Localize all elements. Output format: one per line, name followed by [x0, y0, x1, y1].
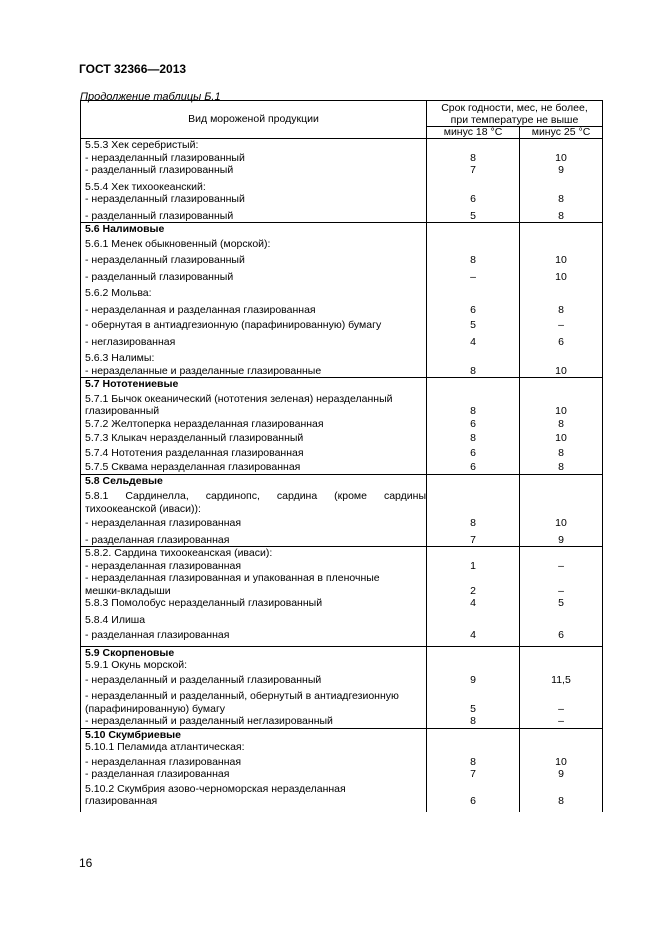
product-cell: мешки-вкладыши: [85, 584, 171, 597]
minus-25-value: 8: [558, 446, 564, 459]
table-row: [81, 432, 603, 447]
table-row: [81, 517, 603, 534]
minus-25-value: 8: [558, 795, 564, 807]
product-cell: - неразделанный и разделанный неглазированный: [85, 715, 333, 727]
minus-18-value: 7: [470, 533, 476, 546]
page-number: 16: [79, 856, 93, 870]
header-shelf-life-line2: при температуре не выше: [450, 114, 579, 126]
product-cell: 5.8.2. Сардина тихоокеанская (иваси):: [85, 547, 273, 559]
table-row: [81, 572, 603, 585]
table-row: [81, 728, 603, 741]
table-row: [81, 287, 603, 304]
minus-25-value: 10: [555, 517, 567, 529]
minus-18-value: 7: [470, 164, 476, 176]
minus-25-value: –: [558, 702, 564, 715]
table-row: [81, 304, 603, 320]
table-row: [81, 181, 603, 194]
header-product-type: Вид мороженой продукции: [81, 101, 427, 139]
minus-18-value: 9: [470, 673, 476, 686]
minus-18-value: 1: [470, 559, 476, 572]
product-cell: - разделанный глазированный: [85, 270, 234, 283]
minus-18-value: 5: [470, 702, 476, 715]
product-cell: - неразделанная глазированная и упакованная в пленочные: [85, 572, 380, 584]
product-cell: 5.9.1 Окунь морской:: [85, 659, 188, 671]
table-row: [81, 715, 603, 728]
minus-18-value: 6: [470, 193, 476, 205]
table-row: [81, 378, 603, 393]
product-cell: глазированная: [85, 795, 158, 807]
table-row: [81, 534, 603, 547]
minus-18-value: 4: [470, 335, 476, 348]
product-cell: 5.8 Сельдевые: [85, 474, 163, 487]
table-row: [81, 597, 603, 614]
product-cell: - неразделанная глазированная: [85, 755, 242, 768]
minus-18-value: 4: [470, 597, 476, 609]
table-row: [81, 795, 603, 812]
product-cell: - разделанная глазированная: [85, 533, 230, 546]
table-row: [81, 271, 603, 288]
minus-25-value: 10: [555, 254, 567, 266]
table-row: [81, 447, 603, 462]
product-cell: 5.5.4 Хек тихоокеанский:: [85, 180, 206, 193]
minus-18-value: 8: [470, 755, 476, 768]
minus-25-value: 10: [555, 364, 567, 377]
minus-25-value: –: [558, 715, 564, 727]
table-row: [81, 490, 603, 503]
table-row: [81, 164, 603, 181]
product-cell: - неразделанный и разделанный, обернутый в антиадгезионную: [85, 690, 399, 702]
product-cell: 5.6 Налимовые: [85, 223, 165, 235]
table-row: [81, 585, 603, 598]
product-cell: - разделанный глазированный: [85, 164, 234, 176]
table-row: [81, 393, 603, 406]
product-cell: - неразделанные и разделанные глазированные: [85, 364, 322, 377]
minus-18-value: 6: [470, 795, 476, 807]
minus-25-value: 10: [555, 405, 567, 417]
minus-18-value: 8: [470, 364, 476, 377]
product-cell: 5.7.3 Клыкач неразделанный глазированный: [85, 432, 304, 444]
table-row: [81, 238, 603, 255]
table-row: [81, 193, 603, 210]
minus-18-value: 8: [470, 715, 476, 727]
minus-18-value: 4: [470, 629, 476, 641]
minus-18-value: 8: [470, 432, 476, 444]
product-cell: 5.7 Нототениевые: [85, 378, 179, 390]
minus-25-value: 8: [558, 193, 564, 205]
minus-18-value: 7: [470, 768, 476, 780]
minus-18-value: 5: [470, 319, 476, 331]
table-row: [81, 418, 603, 433]
product-cell: 5.8.4 Илиша: [85, 613, 146, 626]
table-row: [81, 474, 603, 490]
document-standard-header: ГОСТ 32366—2013: [79, 62, 187, 76]
product-cell: 5.6.2 Мольва:: [85, 287, 152, 299]
minus-25-value: 8: [558, 209, 564, 222]
minus-18-value: 8: [470, 151, 476, 164]
minus-25-value: –: [558, 584, 564, 597]
minus-25-value: 9: [558, 164, 564, 176]
table-caption: Продолжение таблицы Б.1: [80, 91, 221, 103]
minus-18-value: 5: [470, 209, 476, 222]
minus-18-value: 6: [470, 303, 476, 316]
table-row: [81, 703, 603, 716]
product-cell: 5.8.3 Помолобус неразделанный глазированный: [85, 597, 323, 609]
table-row: [81, 783, 603, 796]
product-cell: 5.7.2 Желтоперка неразделанная глазированная: [85, 417, 324, 430]
minus-25-value: 5: [558, 597, 564, 609]
minus-18-value: 6: [470, 446, 476, 459]
product-cell: - разделанный глазированный: [85, 209, 234, 222]
table-row: [81, 646, 603, 659]
table-row: [81, 503, 603, 518]
product-cell: - неразделанный глазированный: [85, 254, 245, 266]
minus-25-value: 9: [558, 768, 564, 780]
table-body: [81, 139, 603, 812]
table-row: [81, 614, 603, 630]
product-cell: 5.7.4 Нототения разделанная глазированная: [85, 446, 304, 459]
table-row: [81, 405, 603, 418]
minus-25-value: 8: [558, 303, 564, 316]
table-row: [81, 223, 603, 238]
minus-18-value: 8: [470, 517, 476, 529]
product-cell: 5.7.1 Бычок океанический (нототения зеленая) неразделанный: [85, 392, 393, 405]
product-cell: - неразделанная глазированная: [85, 517, 242, 529]
product-cell: - неразделанная и разделанная глазированная: [85, 303, 316, 316]
product-cell: 5.6.1 Менек обыкновенный (морской):: [85, 237, 271, 250]
header-shelf-life: [427, 101, 603, 127]
minus-18-value: 6: [470, 417, 476, 430]
minus-25-value: 6: [558, 335, 564, 348]
minus-18-value: –: [470, 270, 476, 283]
product-cell: 5.8.1 Сардинелла, сардинопс, сардина (кроме сардины: [85, 490, 426, 502]
table-row: [81, 547, 603, 560]
table-row: [81, 756, 603, 769]
product-cell: 5.10.2 Скумбрия азово-черноморская неразделанная: [85, 782, 346, 795]
minus-25-value: 6: [558, 629, 564, 641]
table-header-row: [81, 101, 603, 127]
minus-18-value: 2: [470, 584, 476, 597]
product-cell: - неразделанный глазированный: [85, 193, 245, 205]
table-row: [81, 254, 603, 271]
product-cell: - неразделанный глазированный: [85, 151, 245, 164]
table-row: [81, 139, 603, 152]
table-row: [81, 659, 603, 674]
table-row: [81, 319, 603, 336]
minus-25-value: 10: [555, 432, 567, 444]
product-cell: 5.5.3 Хек серебристый:: [85, 139, 199, 151]
table-row: [81, 461, 603, 474]
product-cell: 5.9 Скорпеновые: [85, 646, 175, 659]
product-cell: глазированный: [85, 405, 160, 417]
minus-18-value: 8: [470, 254, 476, 266]
product-cell: 5.7.5 Сквама неразделанная глазированная: [85, 461, 301, 473]
product-cell: 5.10 Скумбриевые: [85, 728, 181, 741]
table-row: [81, 768, 603, 783]
table-row: [81, 210, 603, 223]
table-row: [81, 629, 603, 646]
shelf-life-table: [80, 100, 603, 812]
minus-25-value: 10: [555, 270, 567, 283]
table-row: [81, 336, 603, 353]
table-row: [81, 690, 603, 703]
product-cell: - неглазированная: [85, 335, 176, 348]
minus-25-value: –: [558, 559, 564, 572]
table-row: [81, 365, 603, 378]
product-cell: - разделанная глазированная: [85, 768, 230, 780]
minus-25-value: –: [558, 319, 564, 331]
product-cell: - неразделанная глазированная: [85, 559, 242, 572]
minus-18-value: 8: [470, 405, 476, 417]
table-row: [81, 352, 603, 365]
header-minus-25: минус 25 °С: [520, 127, 603, 139]
table-row: [81, 674, 603, 691]
minus-25-value: 11,5: [551, 673, 571, 686]
product-cell: - неразделанный и разделанный глазированный: [85, 673, 322, 686]
header-minus-18: минус 18 °С: [427, 127, 520, 139]
minus-25-value: 10: [555, 755, 567, 768]
product-cell: - обернутая в антиадгезионную (парафинированную) бумагу: [85, 319, 382, 331]
table-row: [81, 560, 603, 573]
header-shelf-life-line1: Срок годности, мес, не более,: [441, 102, 588, 114]
product-cell: 5.6.3 Налимы:: [85, 352, 155, 364]
minus-25-value: 8: [558, 461, 564, 473]
minus-25-value: 9: [558, 533, 564, 546]
minus-25-value: 10: [555, 151, 567, 164]
minus-18-value: 6: [470, 461, 476, 473]
product-cell: (парафинированную) бумагу: [85, 702, 226, 715]
product-cell: тихоокеанской (иваси)):: [85, 502, 201, 515]
product-cell: 5.10.1 Пеламида атлантическая:: [85, 741, 245, 753]
minus-25-value: 8: [558, 417, 564, 430]
table-row: [81, 741, 603, 756]
product-cell: - разделанная глазированная: [85, 629, 230, 641]
table-row: [81, 152, 603, 165]
